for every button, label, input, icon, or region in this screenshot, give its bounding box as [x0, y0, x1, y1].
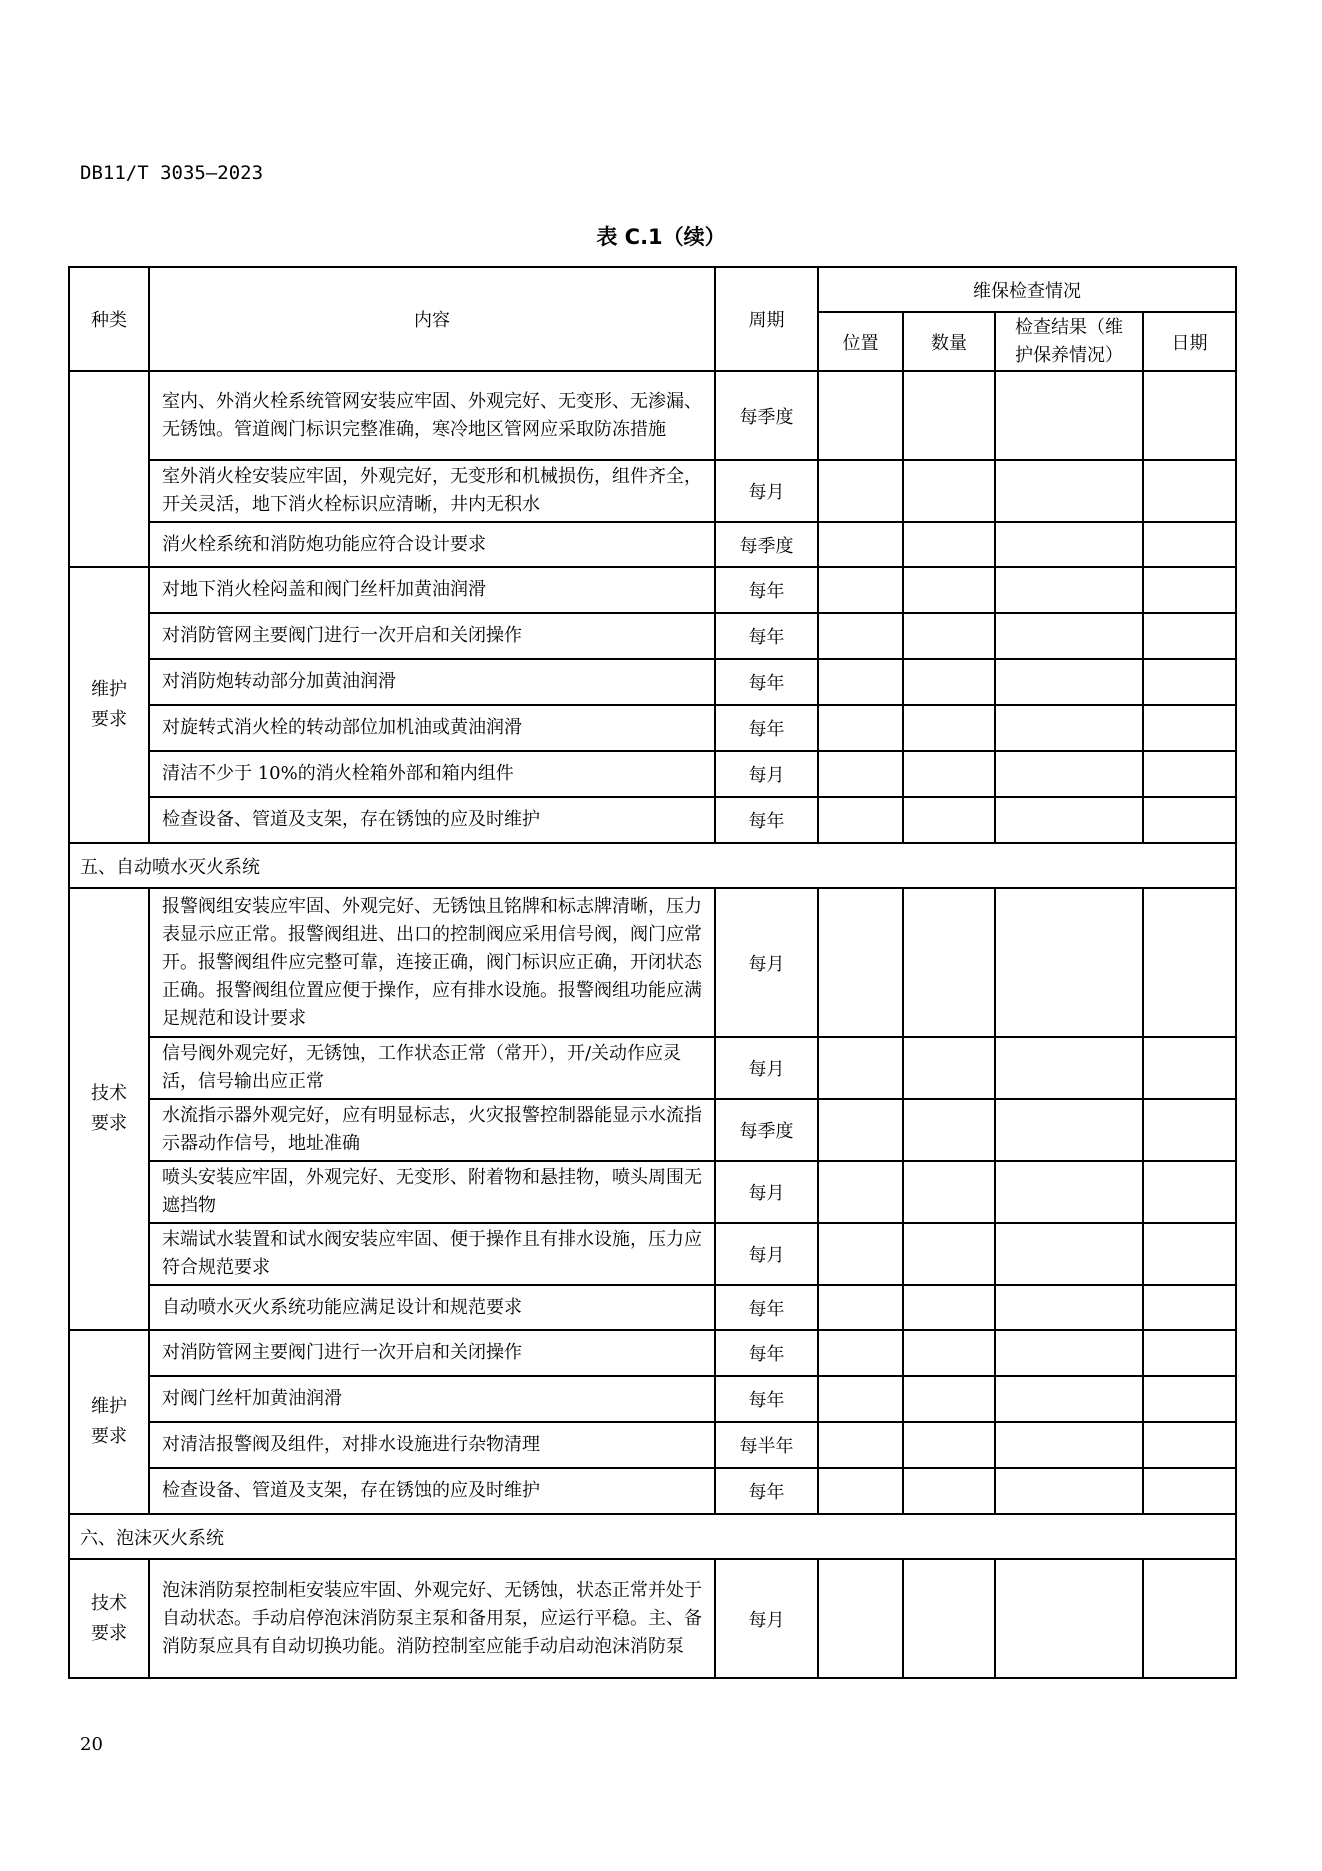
- header-period: 周期: [715, 267, 818, 371]
- result-cell: [995, 1223, 1143, 1285]
- quantity-cell: [903, 1223, 995, 1285]
- location-cell: [818, 1330, 903, 1376]
- result-cell: [995, 1330, 1143, 1376]
- header-date: 日期: [1143, 312, 1236, 371]
- table-row: [69, 1285, 1236, 1330]
- date-cell: [1143, 1422, 1236, 1468]
- table-row: [69, 460, 1236, 522]
- date-cell: [1143, 1223, 1236, 1285]
- date-cell: [1143, 613, 1236, 659]
- period-cell: 每年: [715, 1285, 818, 1330]
- content-cell: 自动喷水灭火系统功能应满足设计和规范要求: [149, 1285, 715, 1330]
- date-cell: [1143, 797, 1236, 843]
- table-row: [69, 613, 1236, 659]
- category-cell-empty: [69, 371, 149, 567]
- content-cell: 信号阀外观完好，无锈蚀，工作状态正常（常开），开/关动作应灵活，信号输出应正常: [149, 1037, 715, 1099]
- date-cell: [1143, 1285, 1236, 1330]
- header-quantity: 数量: [903, 312, 995, 371]
- content-cell: 泡沫消防泵控制柜安装应牢固、外观完好、无锈蚀，状态正常并处于自动状态。手动启停泡沫消防泵主泵和备用泵，应运行平稳。主、备消防泵应具有自动切换功能。消防控制室应能手动启动泡沫消防泵: [149, 1559, 715, 1678]
- period-cell: 每年: [715, 613, 818, 659]
- location-cell: [818, 751, 903, 797]
- table-row: [69, 1037, 1236, 1099]
- content-cell: 检查设备、管道及支架，存在锈蚀的应及时维护: [149, 1468, 715, 1514]
- location-cell: [818, 1037, 903, 1099]
- date-cell: [1143, 888, 1236, 1037]
- category-line1: 维护: [91, 1396, 127, 1417]
- quantity-cell: [903, 1161, 995, 1223]
- content-cell: 末端试水装置和试水阀安装应牢固、便于操作且有排水设施，压力应符合规范要求: [149, 1223, 715, 1285]
- quantity-cell: [903, 1422, 995, 1468]
- location-cell: [818, 1099, 903, 1161]
- section-row: [69, 1514, 1236, 1559]
- date-cell: [1143, 1559, 1236, 1678]
- header-content: 内容: [149, 267, 715, 371]
- quantity-cell: [903, 797, 995, 843]
- content-cell: 对消防炮转动部分加黄油润滑: [149, 659, 715, 705]
- period-cell: 每年: [715, 797, 818, 843]
- table-row: [69, 1468, 1236, 1514]
- quantity-cell: [903, 1285, 995, 1330]
- date-cell: [1143, 371, 1236, 460]
- location-cell: [818, 1223, 903, 1285]
- date-cell: [1143, 522, 1236, 567]
- quantity-cell: [903, 751, 995, 797]
- date-cell: [1143, 1037, 1236, 1099]
- result-cell: [995, 659, 1143, 705]
- period-cell: 每年: [715, 659, 818, 705]
- date-cell: [1143, 567, 1236, 613]
- category-technical: [69, 888, 149, 1330]
- table-row: [69, 751, 1236, 797]
- quantity-cell: [903, 1468, 995, 1514]
- content-cell: 室外消火栓安装应牢固，外观完好，无变形和机械损伤，组件齐全，开关灵活，地下消火栓标识应清晰，井内无积水: [149, 460, 715, 522]
- content-cell: 消火栓系统和消防炮功能应符合设计要求: [149, 522, 715, 567]
- date-cell: [1143, 659, 1236, 705]
- header-inspection-group: 维保检查情况: [818, 267, 1236, 312]
- category-line1: 技术: [91, 1083, 127, 1104]
- location-cell: [818, 567, 903, 613]
- quantity-cell: [903, 1330, 995, 1376]
- location-cell: [818, 1468, 903, 1514]
- period-cell: 每月: [715, 1223, 818, 1285]
- result-cell: [995, 797, 1143, 843]
- category-maintenance: [69, 567, 149, 843]
- quantity-cell: [903, 460, 995, 522]
- result-cell: [995, 1376, 1143, 1422]
- table-row: [69, 1099, 1236, 1161]
- category-line2: 要求: [91, 1113, 127, 1134]
- table-row: [69, 522, 1236, 567]
- date-cell: [1143, 1330, 1236, 1376]
- result-cell: [995, 613, 1143, 659]
- header-category: 种类: [69, 267, 149, 371]
- date-cell: [1143, 705, 1236, 751]
- period-cell: 每年: [715, 1376, 818, 1422]
- period-cell: 每年: [715, 567, 818, 613]
- category-line1: 技术: [91, 1592, 127, 1614]
- period-cell: 每季度: [715, 371, 818, 460]
- quantity-cell: [903, 371, 995, 460]
- table-row: [69, 1422, 1236, 1468]
- result-cell: [995, 460, 1143, 522]
- table-row: [69, 797, 1236, 843]
- location-cell: [818, 1285, 903, 1330]
- location-cell: [818, 460, 903, 522]
- category-maintenance: [69, 1330, 149, 1514]
- period-cell: 每季度: [715, 522, 818, 567]
- category-line2: 要求: [91, 1622, 127, 1644]
- location-cell: [818, 705, 903, 751]
- result-cell: [995, 888, 1143, 1037]
- quantity-cell: [903, 659, 995, 705]
- period-cell: 每季度: [715, 1099, 818, 1161]
- table-row: [69, 1161, 1236, 1223]
- period-cell: 每月: [715, 460, 818, 522]
- maintenance-inspection-table: [68, 266, 1237, 1679]
- header-result: [995, 312, 1143, 371]
- result-cell: [995, 1099, 1143, 1161]
- location-cell: [818, 1376, 903, 1422]
- period-cell: 每年: [715, 1330, 818, 1376]
- category-line1: 维护: [91, 679, 127, 700]
- content-cell: 室内、外消火栓系统管网安装应牢固、外观完好、无变形、无渗漏、无锈蚀。管道阀门标识完整准确，寒冷地区管网应采取防冻措施: [149, 371, 715, 460]
- result-cell: [995, 751, 1143, 797]
- date-cell: [1143, 751, 1236, 797]
- period-cell: 每月: [715, 1037, 818, 1099]
- location-cell: [818, 1559, 903, 1678]
- period-cell: 每月: [715, 1559, 818, 1678]
- location-cell: [818, 659, 903, 705]
- location-cell: [818, 613, 903, 659]
- date-cell: [1143, 1161, 1236, 1223]
- result-cell: [995, 705, 1143, 751]
- content-cell: 对消防管网主要阀门进行一次开启和关闭操作: [149, 1330, 715, 1376]
- quantity-cell: [903, 705, 995, 751]
- location-cell: [818, 522, 903, 567]
- category-technical: [69, 1559, 149, 1678]
- quantity-cell: [903, 567, 995, 613]
- table-row: [69, 1330, 1236, 1376]
- period-cell: 每半年: [715, 1422, 818, 1468]
- quantity-cell: [903, 1376, 995, 1422]
- date-cell: [1143, 460, 1236, 522]
- quantity-cell: [903, 522, 995, 567]
- category-line2: 要求: [91, 709, 127, 730]
- content-cell: 水流指示器外观完好，应有明显标志，火灾报警控制器能显示水流指示器动作信号，地址准确: [149, 1099, 715, 1161]
- location-cell: [818, 371, 903, 460]
- table-row: [69, 1376, 1236, 1422]
- content-cell: 对清洁报警阀及组件，对排水设施进行杂物清理: [149, 1422, 715, 1468]
- content-cell: 清洁不少于 10%的消火栓箱外部和箱内组件: [149, 751, 715, 797]
- result-cell: [995, 1468, 1143, 1514]
- period-cell: 每月: [715, 751, 818, 797]
- result-cell: [995, 371, 1143, 460]
- table-row: [69, 1223, 1236, 1285]
- table-row: [69, 371, 1236, 460]
- content-cell: 喷头安装应牢固，外观完好、无变形、附着物和悬挂物，喷头周围无遮挡物: [149, 1161, 715, 1223]
- date-cell: [1143, 1099, 1236, 1161]
- header-result-line1: 检查结果（维: [1015, 316, 1123, 338]
- table-row: [69, 1559, 1236, 1678]
- result-cell: [995, 522, 1143, 567]
- location-cell: [818, 1422, 903, 1468]
- date-cell: [1143, 1376, 1236, 1422]
- result-cell: [995, 567, 1143, 613]
- location-cell: [818, 797, 903, 843]
- result-cell: [995, 1559, 1143, 1678]
- content-cell: 对旋转式消火栓的转动部位加机油或黄油润滑: [149, 705, 715, 751]
- result-cell: [995, 1161, 1143, 1223]
- content-cell: 检查设备、管道及支架，存在锈蚀的应及时维护: [149, 797, 715, 843]
- table-row: [69, 888, 1236, 1037]
- content-cell: 报警阀组安装应牢固、外观完好、无锈蚀且铭牌和标志牌清晰，压力表显示应正常。报警阀组进、出口的控制阀应采用信号阀，阀门应常开。报警阀组件应完整可靠，连接正确，阀门标识应正确，开闭状态正确。报警阀组位置应便于操作，应有排水设施。报警阀组功能应满足规范和设计要求: [149, 888, 715, 1037]
- result-cell: [995, 1037, 1143, 1099]
- content-cell: 对消防管网主要阀门进行一次开启和关闭操作: [149, 613, 715, 659]
- content-cell: 对地下消火栓闷盖和阀门丝杆加黄油润滑: [149, 567, 715, 613]
- header-location: 位置: [818, 312, 903, 371]
- page-number: 20: [80, 1734, 103, 1755]
- period-cell: 每年: [715, 1468, 818, 1514]
- result-cell: [995, 1285, 1143, 1330]
- period-cell: 每月: [715, 1161, 818, 1223]
- quantity-cell: [903, 613, 995, 659]
- table-title: 表 C.1（续）: [596, 225, 726, 249]
- content-cell: 对阀门丝杆加黄油润滑: [149, 1376, 715, 1422]
- standard-code: DB11/T 3035—2023: [80, 162, 264, 184]
- section-title-foam: 六、泡沫灭火系统: [69, 1514, 1236, 1559]
- location-cell: [818, 888, 903, 1037]
- category-line2: 要求: [91, 1426, 127, 1447]
- result-cell: [995, 1422, 1143, 1468]
- quantity-cell: [903, 1559, 995, 1678]
- period-cell: 每月: [715, 888, 818, 1037]
- quantity-cell: [903, 1099, 995, 1161]
- table-row: [69, 659, 1236, 705]
- period-cell: 每年: [715, 705, 818, 751]
- date-cell: [1143, 1468, 1236, 1514]
- table-row: [69, 567, 1236, 613]
- table-row: [69, 705, 1236, 751]
- quantity-cell: [903, 888, 995, 1037]
- section-row: [69, 843, 1236, 888]
- quantity-cell: [903, 1037, 995, 1099]
- header-result-line2: 护保养情况）: [1015, 344, 1123, 366]
- location-cell: [818, 1161, 903, 1223]
- section-title-sprinkler: 五、自动喷水灭火系统: [69, 843, 1236, 888]
